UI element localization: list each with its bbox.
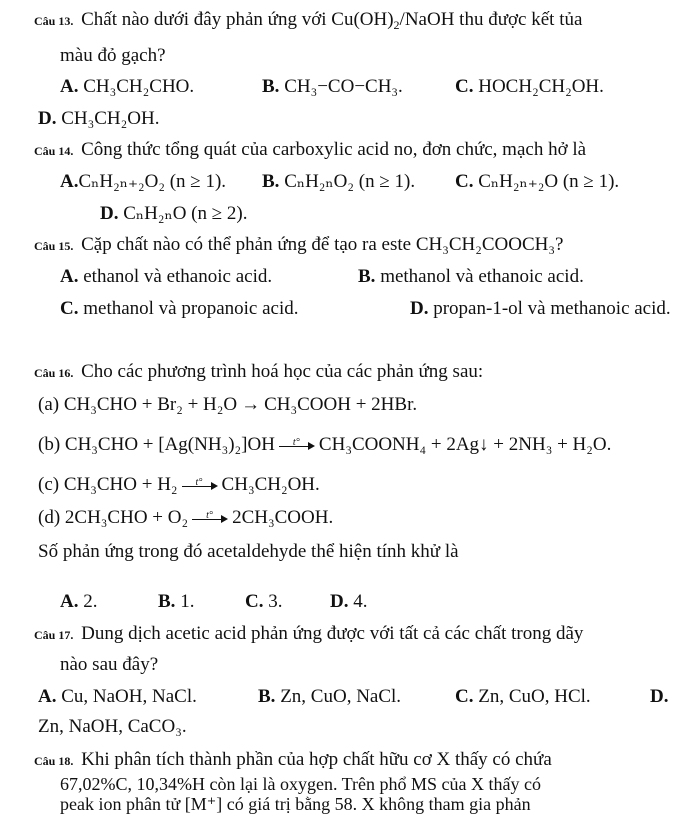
q16-reaction-c: (c) CH₃CHO + H₂ t° CH₃CH₂OH. — [38, 474, 320, 495]
reaction-arrow-icon: t° — [182, 481, 218, 491]
q13-options-row1 — [60, 75, 194, 99]
option-label: A. — [38, 686, 57, 707]
q16-reaction-b: (b) CH₃CHO + [Ag(NH₃)₂]OH t° CH₃COONH₄ + 2Ag↓ + 2NH₃ + H₂O. — [38, 434, 612, 455]
q14-option-d[interactable]: CₙH₂ₙO (n ≥ 2). — [123, 203, 248, 224]
option-label: B. — [258, 686, 276, 707]
q15-option-d[interactable]: propan-1-ol và methanoic acid. — [433, 298, 671, 319]
q14-option-a[interactable]: CₙH₂ₙ₊₂O₂ (n ≥ 1). — [78, 171, 227, 192]
option-label: D. — [330, 591, 349, 612]
option-label: D. — [650, 686, 669, 707]
option-label: D. — [38, 108, 57, 129]
option-label: C. — [455, 171, 474, 192]
reaction-arrow-icon: t° — [279, 441, 315, 451]
option-label: C. — [455, 76, 474, 97]
q16-question: Số phản ứng trong đó acetaldehyde thể hiện tính khử là — [38, 541, 459, 562]
option-label: D. — [410, 298, 429, 319]
q18-stem: Câu 18. Khi phân tích thành phần của hợp chất hữu cơ X thấy có chứa — [34, 749, 552, 770]
q17-stem: Câu 17. Dung dịch acetic acid phản ứng được với tất cả các chất trong dãy — [34, 623, 584, 644]
q13-option-a[interactable]: CH₃CH₂CHO. — [83, 76, 195, 97]
q17-option-c[interactable]: Zn, CuO, HCl. — [478, 686, 591, 707]
q18-stem-line4 — [60, 812, 81, 813]
option-label: B. — [262, 76, 280, 97]
option-label: B. — [358, 266, 376, 287]
q16-reaction-a: (a) CH₃CHO + Br₂ + H₂O → CH₃COOH + 2HBr. — [38, 394, 418, 415]
q15-option-a[interactable]: ethanol và ethanoic acid. — [83, 266, 273, 287]
question-number: Câu 16. — [34, 366, 74, 380]
option-label: B. — [262, 171, 280, 192]
reaction-arrow-icon: t° — [192, 514, 228, 524]
option-label: A. — [60, 266, 79, 287]
q18-stem-line2: 67,02%C, 10,34%H còn lại là oxygen. Trên phổ MS của X thấy có — [60, 774, 541, 794]
q17-stem-line2: nào sau đây? — [60, 654, 159, 675]
question-number: Câu 17. — [34, 628, 74, 642]
option-label: C. — [60, 298, 79, 319]
q16-stem: Câu 16. Cho các phương trình hoá học của các phản ứng sau: — [34, 361, 484, 382]
q14-option-c[interactable]: CₙH₂ₙ₊₂O (n ≥ 1). — [478, 171, 620, 192]
q16-option-d[interactable]: 4. — [353, 591, 368, 612]
option-label: A. — [60, 171, 79, 192]
q14-option-b[interactable]: CₙH₂ₙO₂ (n ≥ 1). — [284, 171, 416, 192]
option-label: B. — [158, 591, 176, 612]
q13-option-c[interactable]: HOCH₂CH₂OH. — [478, 76, 604, 97]
q15-option-c[interactable]: methanol và propanoic acid. — [83, 298, 299, 319]
question-number: Câu 13. — [34, 14, 74, 28]
q16-option-a[interactable]: 2. — [83, 591, 98, 612]
q15-option-b[interactable]: methanol và ethanoic acid. — [380, 266, 584, 287]
option-label: D. — [100, 203, 119, 224]
q14-stem: Câu 14. Công thức tổng quát của carboxylic acid no, đơn chức, mạch hở là — [34, 139, 587, 160]
q15-stem: Câu 15. Cặp chất nào có thể phản ứng để tạo ra este CH₃CH₂COOCH₃? — [34, 234, 564, 255]
q17-option-d[interactable]: Zn, NaOH, CaCO₃. — [38, 716, 187, 737]
q16-reaction-d: (d) 2CH₃CHO + O₂ t° 2CH₃COOH. — [38, 507, 334, 528]
q16-option-b[interactable]: 1. — [180, 591, 195, 612]
q13-stem-line2: màu đỏ gạch? — [60, 45, 166, 66]
q17-option-a[interactable]: Cu, NaOH, NaCl. — [61, 686, 197, 707]
question-number: Câu 18. — [34, 754, 74, 768]
q13-stem: Câu 13. Chất nào dưới đây phản ứng với $Cu(OH)_2$/NaOH thu được kết tủa — [34, 9, 583, 32]
q18-stem-line3: peak ion phân tử [M⁺] có giá trị bằng 58. X không tham gia phản — [60, 794, 531, 814]
q13-option-b[interactable]: CH₃−CO−CH₃. — [284, 76, 403, 97]
question-number: Câu 14. — [34, 144, 74, 158]
q17-option-b[interactable]: Zn, CuO, NaCl. — [280, 686, 402, 707]
question-number: Câu 15. — [34, 239, 74, 253]
option-label: A. — [60, 591, 79, 612]
option-label: C. — [455, 686, 474, 707]
q13-option-d[interactable]: CH₃CH₂OH. — [61, 108, 160, 129]
option-label: C. — [245, 591, 264, 612]
option-label: A. — [60, 76, 79, 97]
q16-option-c[interactable]: 3. — [268, 591, 283, 612]
